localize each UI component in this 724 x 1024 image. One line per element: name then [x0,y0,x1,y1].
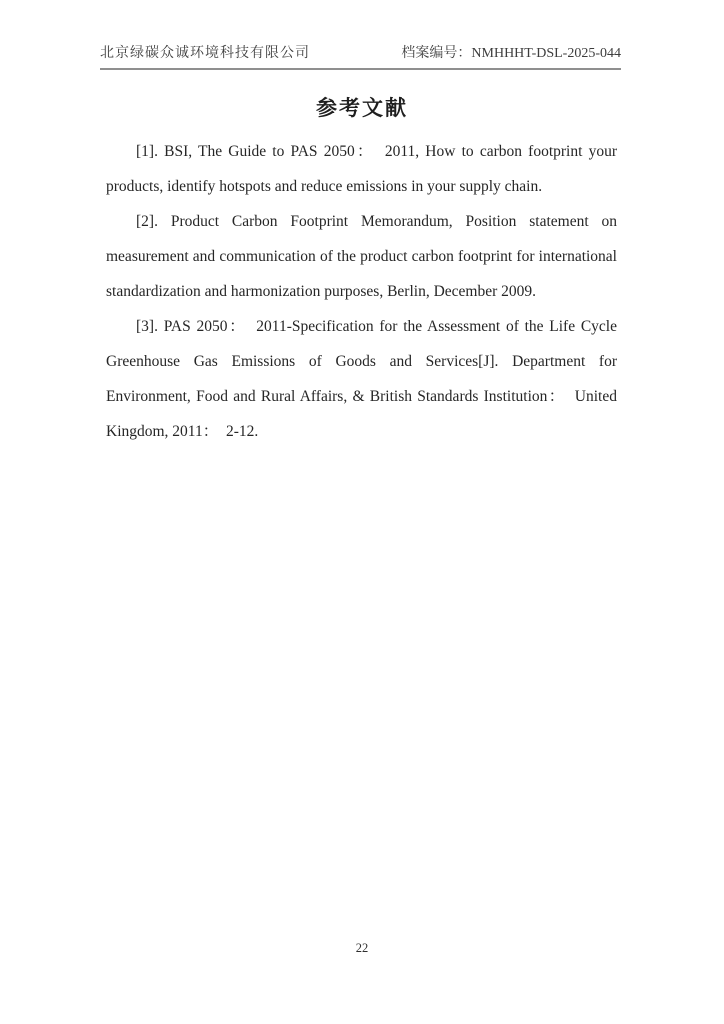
company-name: 北京绿碳众诚环境科技有限公司 [100,46,310,61]
header-divider [100,68,621,70]
reference-item: [3]. PAS 2050： 2011-Specification for the Assessment of the Life Cycle Greenhouse Gas Emissions of Goods and Services[J]. Department for Environment, Food and Rural Affairs, & British Standards Institution： United Kingdom, 2011： 2-12. [106,318,617,440]
page-title: 参考文献 [316,96,408,120]
archive-number-label: 档案编号： [401,46,472,61]
page-number: 22 [355,941,369,955]
page-header [100,42,621,67]
reference-item: [1]. BSI, The Guide to PAS 2050： 2011, How to carbon footprint your products, identify hotspots and reduce emissions in your supply chain. [106,143,617,195]
reference-item: [2]. Product Carbon Footprint Memorandum, Position statement on measurement and communication of the product carbon footprint for international standardization and harmonization purposes, Berlin, December 2009. [106,213,617,300]
archive-number-value: NMHHHT-DSL-2025-044 [471,46,621,61]
archive-number-field [401,42,621,62]
references-section [106,134,617,449]
